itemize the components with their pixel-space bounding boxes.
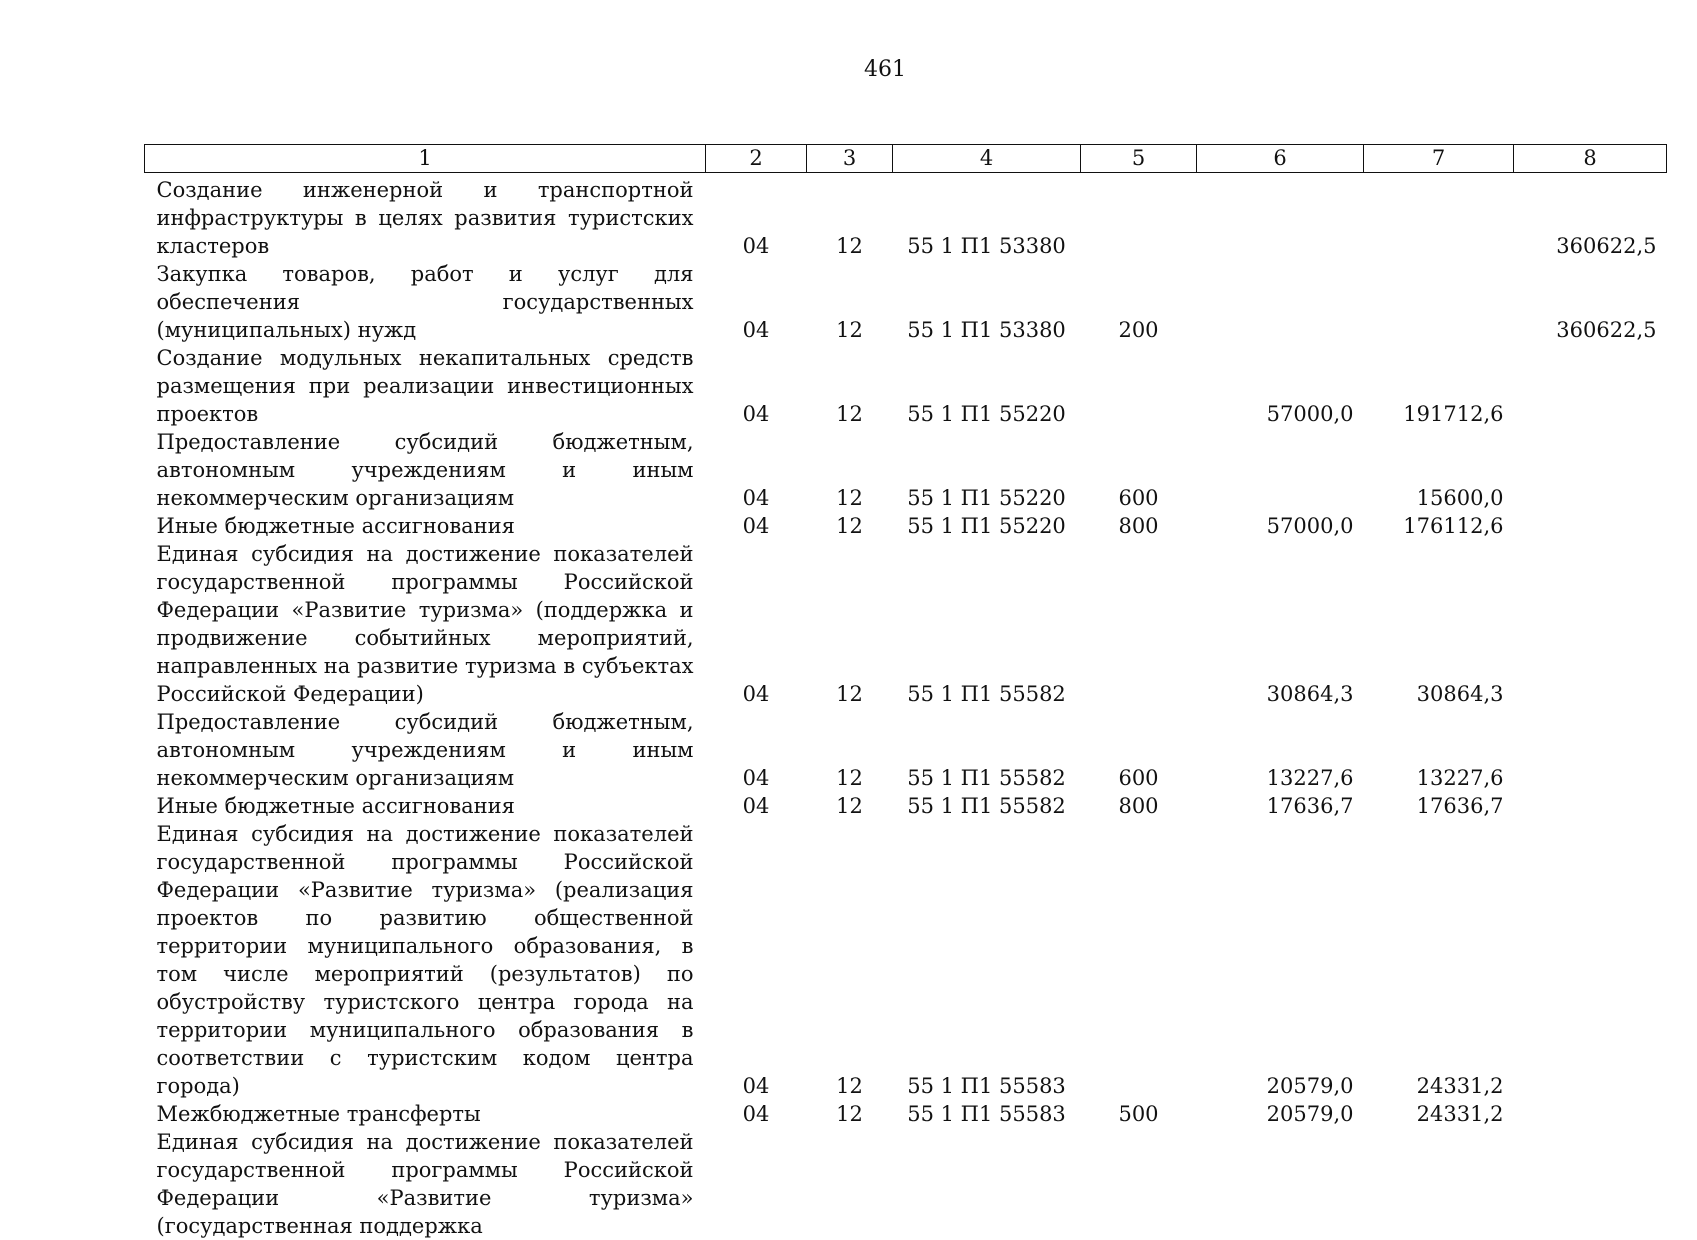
column-header-5: 5 xyxy=(1081,145,1197,173)
table-row xyxy=(145,428,1667,512)
cell-col4: 55 1 П1 55220 xyxy=(893,344,1081,428)
cell-col8: 360622,5 xyxy=(1514,260,1667,344)
row-description: Предоставление субсидий бюджетным, автономным учреждениям и иным некоммерческим организациям xyxy=(145,708,706,792)
row-description: Закупка товаров, работ и услуг для обеспечения государственных (муниципальных) нужд xyxy=(145,260,706,344)
row-description: Создание инженерной и транспортной инфраструктуры в целях развития туристских кластеров xyxy=(145,173,706,261)
table-row xyxy=(145,540,1667,708)
row-description: Межбюджетные трансферты xyxy=(145,1100,706,1128)
cell-col7: 30864,3 xyxy=(1364,540,1514,708)
cell-col3: 12 xyxy=(807,820,893,1100)
cell-col8 xyxy=(1514,540,1667,708)
cell-col3 xyxy=(807,1128,893,1240)
cell-col4: 55 1 П1 55582 xyxy=(893,792,1081,820)
cell-col2: 04 xyxy=(706,708,807,792)
table-row xyxy=(145,1128,1667,1240)
row-description: Единая субсидия на достижение показателей государственной программы Российской Федерации «Развитие туризма» (государственная поддержка xyxy=(145,1128,706,1240)
cell-col7: 13227,6 xyxy=(1364,708,1514,792)
cell-col3: 12 xyxy=(807,173,893,261)
cell-col4: 55 1 П1 53380 xyxy=(893,173,1081,261)
cell-col2: 04 xyxy=(706,792,807,820)
column-header-6: 6 xyxy=(1197,145,1364,173)
cell-col3: 12 xyxy=(807,792,893,820)
cell-col7 xyxy=(1364,173,1514,261)
cell-col2: 04 xyxy=(706,1100,807,1128)
cell-col8 xyxy=(1514,344,1667,428)
column-header-8: 8 xyxy=(1514,145,1667,173)
cell-col4: 55 1 П1 55583 xyxy=(893,820,1081,1100)
cell-col3: 12 xyxy=(807,512,893,540)
cell-col6: 57000,0 xyxy=(1197,512,1364,540)
row-description: Предоставление субсидий бюджетным, автономным учреждениям и иным некоммерческим организациям xyxy=(145,428,706,512)
cell-col5: 200 xyxy=(1081,260,1197,344)
cell-col3: 12 xyxy=(807,540,893,708)
cell-col4: 55 1 П1 55220 xyxy=(893,512,1081,540)
table-row xyxy=(145,792,1667,820)
row-description: Иные бюджетные ассигнования xyxy=(145,512,706,540)
cell-col6: 17636,7 xyxy=(1197,792,1364,820)
cell-col5: 800 xyxy=(1081,792,1197,820)
cell-col5: 600 xyxy=(1081,708,1197,792)
cell-col8 xyxy=(1514,1100,1667,1128)
cell-col6: 13227,6 xyxy=(1197,708,1364,792)
budget-table xyxy=(144,144,1667,1240)
header-row xyxy=(145,145,1667,173)
cell-col5 xyxy=(1081,820,1197,1100)
cell-col8 xyxy=(1514,428,1667,512)
cell-col7 xyxy=(1364,260,1514,344)
table-row xyxy=(145,1100,1667,1128)
table-row xyxy=(145,173,1667,261)
table-header xyxy=(145,145,1667,173)
table-row xyxy=(145,260,1667,344)
table-row xyxy=(145,708,1667,792)
cell-col6 xyxy=(1197,428,1364,512)
cell-col3: 12 xyxy=(807,344,893,428)
cell-col2: 04 xyxy=(706,820,807,1100)
column-header-4: 4 xyxy=(893,145,1081,173)
cell-col7: 15600,0 xyxy=(1364,428,1514,512)
cell-col2: 04 xyxy=(706,540,807,708)
row-description: Иные бюджетные ассигнования xyxy=(145,792,706,820)
column-header-2: 2 xyxy=(706,145,807,173)
table-row xyxy=(145,512,1667,540)
cell-col2 xyxy=(706,1128,807,1240)
cell-col8 xyxy=(1514,708,1667,792)
page-number: 461 xyxy=(0,57,1697,82)
cell-col3: 12 xyxy=(807,260,893,344)
table-body xyxy=(145,173,1667,1240)
cell-col3: 12 xyxy=(807,1100,893,1128)
cell-col4: 55 1 П1 55582 xyxy=(893,540,1081,708)
cell-col2: 04 xyxy=(706,512,807,540)
column-header-1: 1 xyxy=(145,145,706,173)
cell-col4: 55 1 П1 53380 xyxy=(893,260,1081,344)
cell-col7 xyxy=(1364,1128,1514,1240)
cell-col7: 176112,6 xyxy=(1364,512,1514,540)
cell-col5: 600 xyxy=(1081,428,1197,512)
cell-col3: 12 xyxy=(807,428,893,512)
cell-col8 xyxy=(1514,512,1667,540)
cell-col6: 20579,0 xyxy=(1197,1100,1364,1128)
cell-col8 xyxy=(1514,1128,1667,1240)
row-description: Единая субсидия на достижение показателей государственной программы Российской Федерации «Развитие туризма» (реализация проектов по развитию общественной территории муниципального образования, в том числе мероприятий (результатов) по обустройству туристского центра города на территории муниципального образования в соответствии с туристским кодом центра города) xyxy=(145,820,706,1100)
cell-col6 xyxy=(1197,260,1364,344)
cell-col6: 30864,3 xyxy=(1197,540,1364,708)
cell-col6 xyxy=(1197,173,1364,261)
cell-col3: 12 xyxy=(807,708,893,792)
cell-col4 xyxy=(893,1128,1081,1240)
cell-col5: 500 xyxy=(1081,1100,1197,1128)
cell-col7: 24331,2 xyxy=(1364,1100,1514,1128)
cell-col7: 24331,2 xyxy=(1364,820,1514,1100)
cell-col7: 191712,6 xyxy=(1364,344,1514,428)
cell-col8: 360622,5 xyxy=(1514,173,1667,261)
column-header-3: 3 xyxy=(807,145,893,173)
cell-col2: 04 xyxy=(706,344,807,428)
cell-col2: 04 xyxy=(706,260,807,344)
cell-col2: 04 xyxy=(706,428,807,512)
row-description: Создание модульных некапитальных средств размещения при реализации инвестиционных проектов xyxy=(145,344,706,428)
cell-col8 xyxy=(1514,792,1667,820)
cell-col7: 17636,7 xyxy=(1364,792,1514,820)
cell-col6 xyxy=(1197,1128,1364,1240)
cell-col4: 55 1 П1 55220 xyxy=(893,428,1081,512)
table-row xyxy=(145,344,1667,428)
cell-col5: 800 xyxy=(1081,512,1197,540)
row-description: Единая субсидия на достижение показателей государственной программы Российской Федерации «Развитие туризма» (поддержка и продвижение событийных мероприятий, направленных на развитие туризма в субъектах Российской Федерации) xyxy=(145,540,706,708)
cell-col8 xyxy=(1514,820,1667,1100)
cell-col6: 20579,0 xyxy=(1197,820,1364,1100)
column-header-7: 7 xyxy=(1364,145,1514,173)
table-row xyxy=(145,820,1667,1100)
cell-col4: 55 1 П1 55582 xyxy=(893,708,1081,792)
cell-col5 xyxy=(1081,344,1197,428)
cell-col2: 04 xyxy=(706,173,807,261)
cell-col6: 57000,0 xyxy=(1197,344,1364,428)
cell-col4: 55 1 П1 55583 xyxy=(893,1100,1081,1128)
cell-col5 xyxy=(1081,1128,1197,1240)
cell-col5 xyxy=(1081,173,1197,261)
cell-col5 xyxy=(1081,540,1197,708)
